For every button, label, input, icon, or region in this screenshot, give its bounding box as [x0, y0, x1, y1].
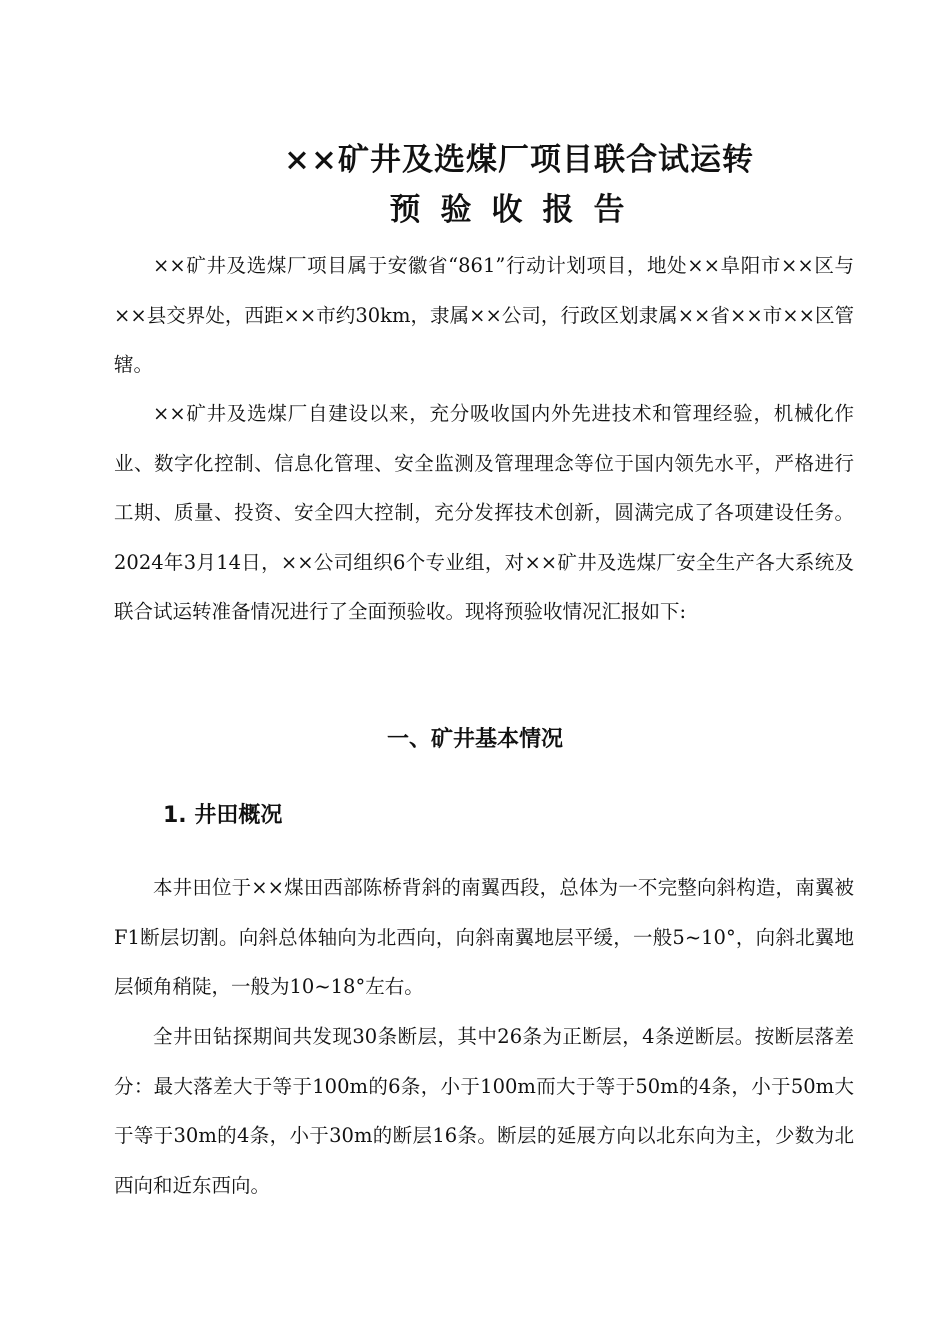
document-subtitle: 预验收报告 [389, 192, 645, 228]
subsection-heading: 1. 井田概况 [163, 803, 283, 828]
geology-paragraph-structure: 本井田位于××煤田西部陈桥背斜的南翼西段，总体为一不完整向斜构造，南翼被F1断层切割。向斜总体轴向为北西向，向斜南翼地层平缓，一般5~10°，向斜北翼地层倾角稍陡，一般为10~18°左右。 [114, 876, 854, 998]
geology-paragraph-faults: 全井田钻探期间共发现30条断层，其中26条为正断层，4条逆断层。按断层落差分：最大落差大于等于100m的6条，小于100m而大于等于50m的4条，小于50m大于等于30m的4条，小于30m的断层16条。断层的延展方向以北东向为主，少数为北西向和近东西向。 [114, 1025, 854, 1197]
section-heading: 一、矿井基本情况 [386, 727, 563, 752]
intro-paragraph-location: ××矿井及选煤厂项目属于安徽省“861”行动计划项目，地处××阜阳市××区与××县交界处，西距××市约30km，隶属××公司，行政区划隶属××省××市××区管辖。 [114, 254, 854, 376]
document-title: ××矿井及选煤厂项目联合试运转 [284, 142, 754, 178]
intro-paragraph-construction: ××矿井及选煤厂自建设以来，充分吸收国内外先进技术和管理经验，机械化作业、数字化控制、信息化管理、安全监测及管理理念等位于国内领先水平，严格进行工期、质量、投资、安全四大控制，充分发挥技术创新，圆满完成了各项建设任务。2024年3月14日，××公司组织6个专业组，对××矿井及选煤厂安全生产各大系统及联合试运转准备情况进行了全面预验收。现将预验收情况汇报如下: [114, 402, 854, 623]
